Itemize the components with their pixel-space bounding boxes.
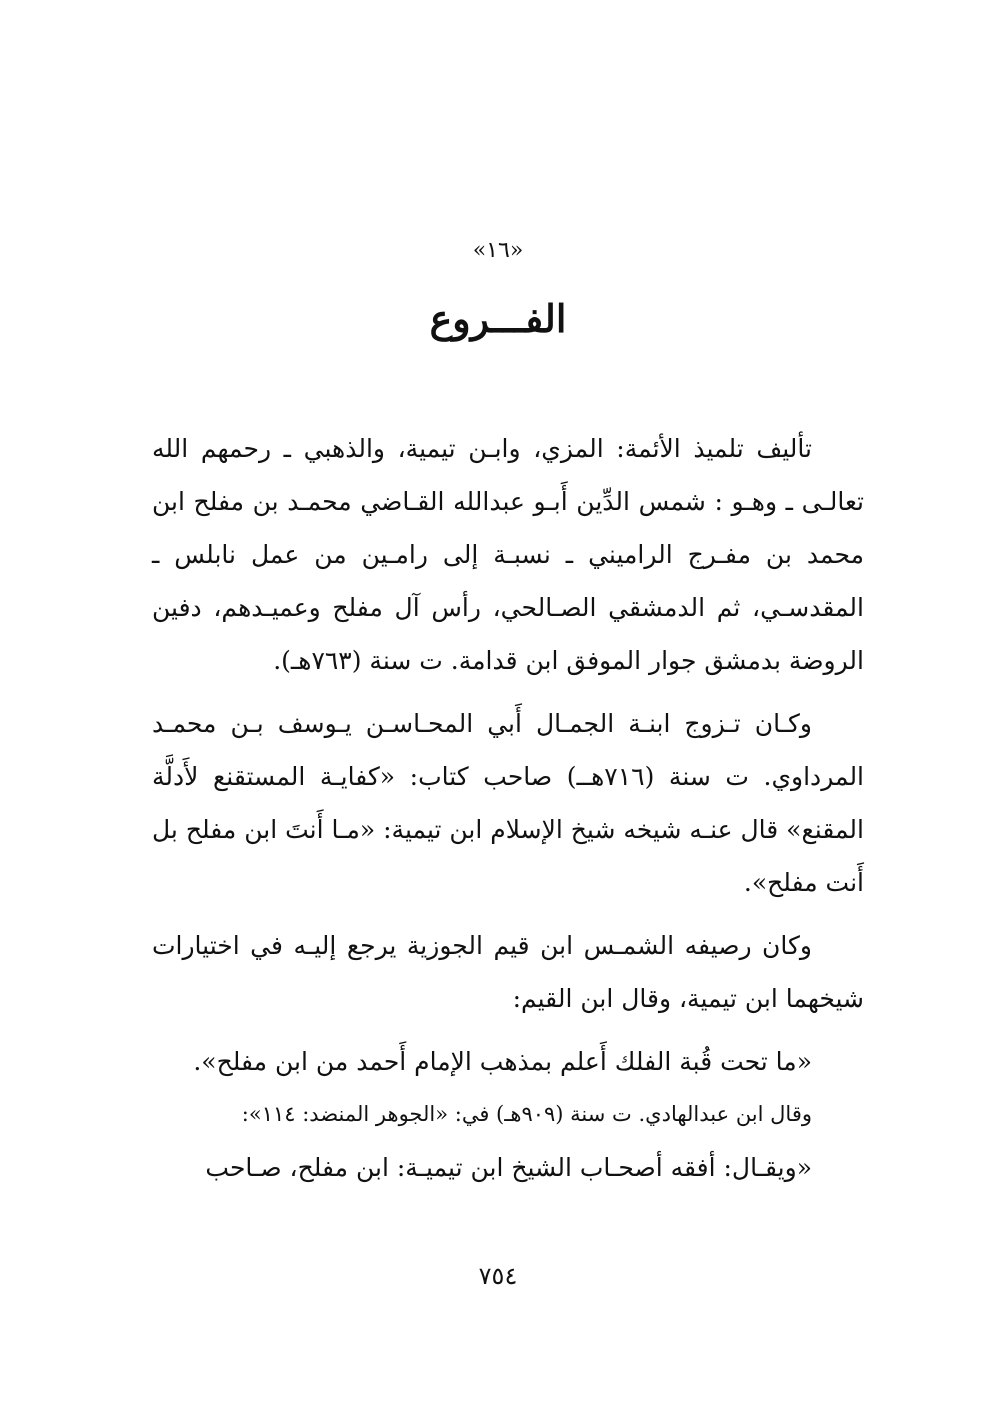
paragraph-ibn-abdulhadi: وقال ابن عبدالهادي. ت سنة (٩٠٩هـ) في: «الجوهر المنضد: ١١٤»: bbox=[241, 1102, 812, 1126]
paragraph-quote-ibn-qayyim: «ما تحت قُبة الفلك أَعلم بمذهب الإمام أَحمد من ابن مفلح». bbox=[193, 1047, 812, 1076]
page-number: ٧٥٤ bbox=[478, 1262, 518, 1290]
paragraph-author-bio: تأليف تلميذ الأئمة: المزي، وابـن تيمية، والذهبي ـ رحمهم الله تعالـى ـ وهـو : شمس الدِّين أَبـو عبدالله القـاضي محمـد بن مفلح ابن محمد بن مفـرج الراميني ـ نسبـة إلى رامـين من عمل نابلس ـ المقدسـي، ثم الدمشقي الصـالحي، رأس آل مفلح وعميـدهم، دفين الروضة بدمشق جوار الموفق ابن قدامة. ت سنة (٧٦٣هـ). bbox=[152, 434, 864, 675]
paragraph-marriage: وكـان تـزوج ابنـة الجمـال أَبي المحـاسـن يـوسف بـن محمـد المرداوي. ت سنة (٧١٦هــ) صاحب كتاب: «كفايـة المستقنع لأَدلَّة المقنع» قال عنـه شيخه شيخ الإسلام ابن تيمية: «مـا أَنتَ ابن مفلح بل أَنت مفلح». bbox=[152, 709, 865, 897]
paragraph-ibn-qayyim: وكان رصيفه الشمـس ابن قيم الجوزية يرجع إليـه في اختيارات شيخهما ابن تيمية، وقال ابن القيم: bbox=[152, 931, 864, 1013]
chapter-number: «١٦» bbox=[472, 238, 524, 263]
paragraph-quote-continued: «ويقـال: أفقه أصحـاب الشيخ ابن تيميـة: ابن مفلح، صـاحب bbox=[205, 1153, 812, 1182]
chapter-title: الفـــروع bbox=[429, 296, 567, 341]
body-text bbox=[152, 422, 864, 1194]
